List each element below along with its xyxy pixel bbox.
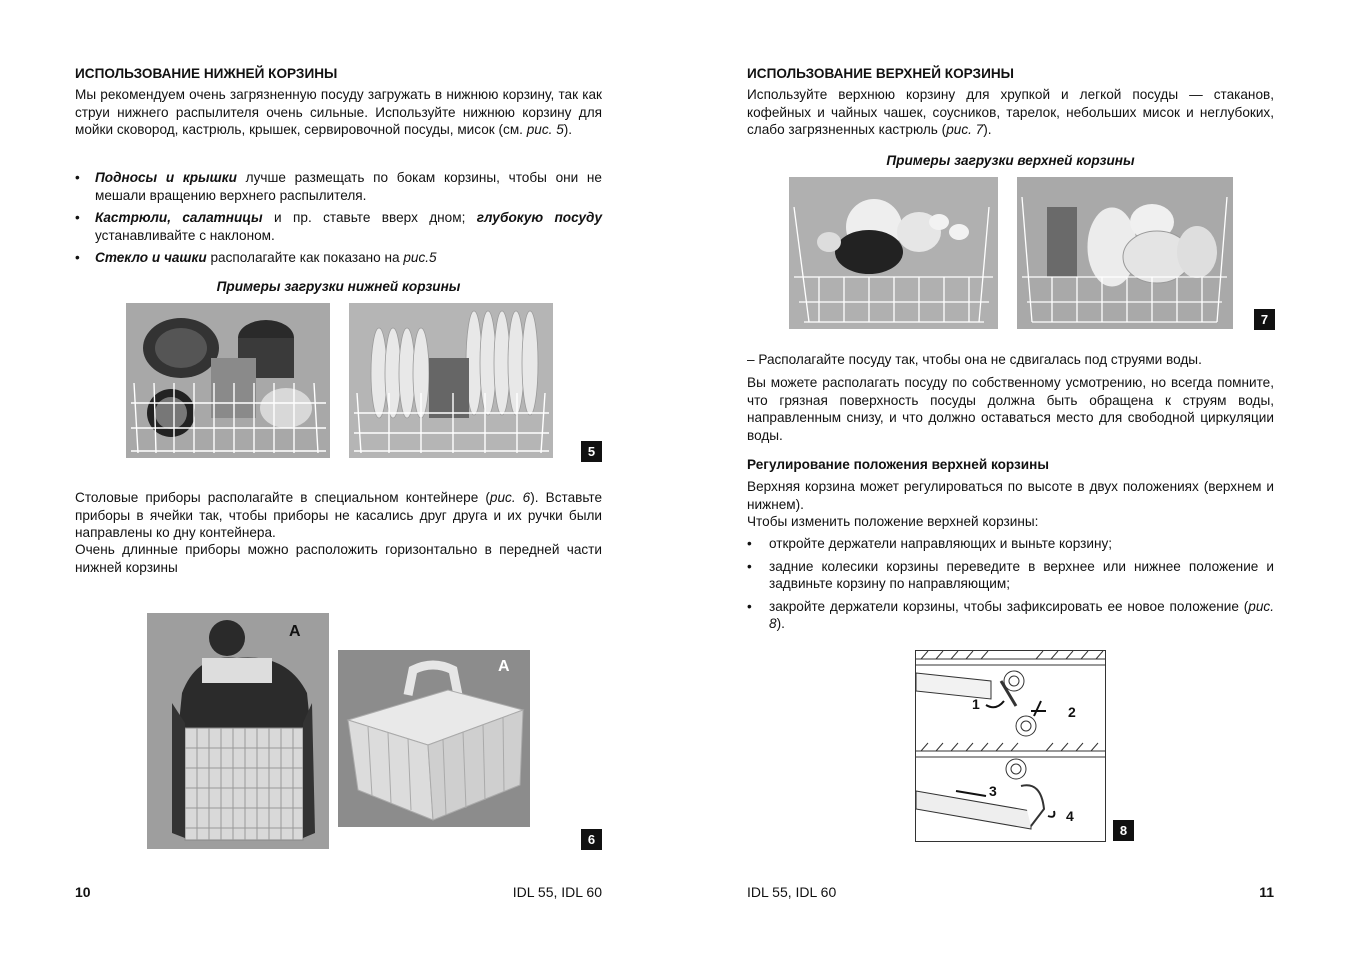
upper-basket-photo-bowls xyxy=(1017,177,1233,329)
right-figure-caption: Примеры загрузки верхней корзины xyxy=(886,153,1135,168)
left-intro: Мы рекомендуем очень загрязненную посуду загружать в нижнюю корзину, так как струи нижнего распылителя очень сильные. Используйте нижнюю корзину для мойки сковород, кастрюль, крышек, сервировочной посуды, мисок (см. рис. 5). xyxy=(75,87,602,138)
page-number-right: 11 xyxy=(1259,884,1274,900)
cutlery-basket-photo-empty xyxy=(338,650,530,827)
model-left: IDL 55, IDL 60 xyxy=(512,884,602,900)
adjust-paragraph-2: Чтобы изменить положение верхней корзины: xyxy=(747,514,1039,529)
left-bullets xyxy=(75,169,602,272)
lower-basket-photo-pots xyxy=(126,303,330,458)
right-paragraph-dash: – Располагайте посуду так, чтобы она не сдвигалась под струями воды. xyxy=(747,352,1202,367)
cutlery-paragraph-2: Очень длинные приборы можно расположить горизонтально в передней части нижней корзины xyxy=(75,542,602,575)
page-number-left: 10 xyxy=(75,884,91,900)
figure-8-badge: 8 xyxy=(1113,820,1134,841)
figure-7-badge: 7 xyxy=(1254,309,1275,330)
right-heading: ИСПОЛЬЗОВАНИЕ ВЕРХНЕЙ КОРЗИНЫ xyxy=(747,66,1014,81)
basket-adjustment-diagram xyxy=(915,650,1106,842)
diagram-label-2: 2 xyxy=(1068,704,1076,720)
adjust-steps xyxy=(747,535,1274,638)
left-figure-caption: Примеры загрузки нижней корзины xyxy=(216,279,461,294)
diagram-label-3: 3 xyxy=(989,783,997,799)
left-heading: ИСПОЛЬЗОВАНИЕ НИЖНЕЙ КОРЗИНЫ xyxy=(75,66,338,81)
list-item: • закройте держатели корзины, чтобы зафиксировать ее новое положение (рис. 8). xyxy=(747,598,1274,633)
cutlery-basket-photo-filled xyxy=(147,613,329,849)
cutlery-paragraph-1: Столовые приборы располагайте в специальном контейнере (рис. 6). Вставьте приборы в ячейки так, чтобы приборы не касались друг друга и их ручки были направлены ко дну контейнера. xyxy=(75,490,603,541)
list-item: • задние колесики корзины переведите в верхнее или нижнее положение и задвиньте корзину по направляющим; xyxy=(747,558,1274,593)
list-item: • откройте держатели направляющих и выньте корзину; xyxy=(747,535,1274,553)
label-a-empty: A xyxy=(498,658,510,675)
adjust-paragraph-1: Верхняя корзина может регулироваться по высоте в двух положениях (верхнем и нижнем). xyxy=(747,479,1274,512)
list-item: • Кастрюли, салатницы и пр. ставьте вверх дном; глубокую посуду устанавливайте с наклоном. xyxy=(75,209,602,244)
upper-basket-photo-cups xyxy=(789,177,998,329)
lower-basket-photo-plates xyxy=(349,303,553,458)
right-intro: Используйте верхнюю корзину для хрупкой и легкой посуды — стаканов, кофейных и чайных чашек, соусников, тарелок, небольших мисок и неглубоких, слабо загрязненных кастрюль (рис. 7). xyxy=(747,87,1274,138)
figure-6-badge: 6 xyxy=(581,829,602,850)
figure-5-badge: 5 xyxy=(581,441,602,462)
list-item: • Стекло и чашки располагайте как показано на рис.5 xyxy=(75,249,602,267)
model-right: IDL 55, IDL 60 xyxy=(747,884,837,900)
list-item: • Подносы и крышки лучше размещать по бокам корзины, чтобы они не мешали вращению верхнего распылителя. xyxy=(75,169,602,204)
right-subheading: Регулирование положения верхней корзины xyxy=(747,457,1049,472)
diagram-label-4: 4 xyxy=(1066,808,1074,824)
right-paragraph-free-placement: Вы можете располагать посуду по собственному усмотрению, но всегда помните, что грязная поверхность посуды должна быть обращена к струям воды, направленным снизу, и что должно оставаться место для свободной циркуляции воды. xyxy=(747,375,1274,443)
label-a-filled: A xyxy=(289,623,301,640)
diagram-label-1: 1 xyxy=(972,696,980,712)
